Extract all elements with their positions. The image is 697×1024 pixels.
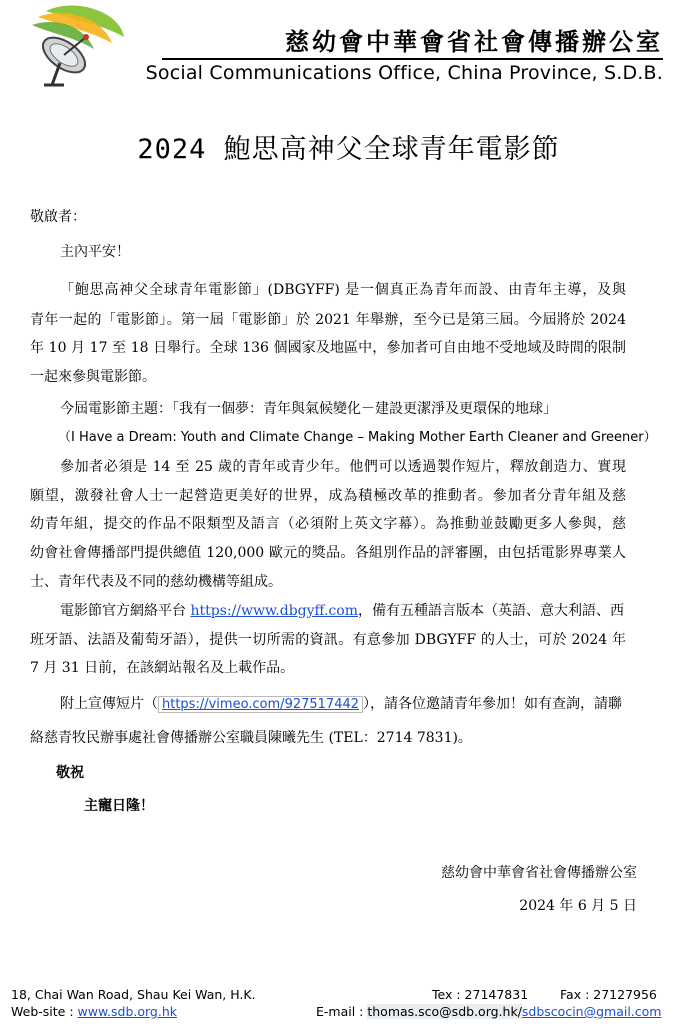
- text-span: 電影節官方網絡平台: [60, 603, 191, 619]
- email-label: E-mail :: [316, 1004, 368, 1019]
- dbgyff-link[interactable]: https://www.dbgyff.com: [190, 603, 358, 619]
- paragraph-line: 士、青年代表及不同的慈幼機構等組成。: [30, 574, 282, 590]
- paragraph-line: 「鮑思高神父全球青年電影節」(DBGYFF) 是一個真正為青年而設、由青年主導，及與: [60, 282, 626, 298]
- website-label: Web-site :: [11, 1004, 78, 1019]
- paragraph-line: 參加者必須是 14 至 25 歲的青年或青少年。他們可以透過製作短片，釋放創造力、實現: [60, 459, 626, 475]
- paragraph-line: 年 10 月 17 至 18 日舉行。全球 136 個國家及地區中，參加者可自由地不受地域及時間的限制: [30, 340, 626, 356]
- header-divider: [162, 58, 663, 60]
- vimeo-link[interactable]: https://vimeo.com/927517442: [158, 696, 363, 713]
- paragraph-line: 一起來參與電影節。: [30, 369, 156, 385]
- paragraph-line: 青年一起的「電影節」。第一屆「電影節」於 2021 年舉辦，至今已是第三屆。今屆將於 2024: [30, 312, 626, 328]
- text-span: 附上宣傳短片（: [60, 696, 158, 712]
- salutation: 敬啟者：: [30, 209, 86, 225]
- signature-date: 2024 年 6 月 5 日: [519, 898, 637, 914]
- theme-chinese: 今屆電影節主題：「我有一個夢：青年與氣候變化－建設更潔淨及更環保的地球」: [60, 401, 557, 417]
- footer-tel: Tex : 27147831: [432, 987, 529, 1002]
- closing-blessing: 主寵日隆！: [84, 798, 154, 814]
- footer-website: [11, 1004, 177, 1019]
- theme-english: （I Have a Dream: Youth and Climate Change – Making Mother Earth Cleaner and Greener）: [58, 430, 657, 445]
- paragraph-line: [60, 697, 622, 711]
- footer-address: 18, Chai Wan Road, Shau Kei Wan, H.K.: [11, 987, 256, 1002]
- greeting: 主內平安！: [60, 244, 130, 260]
- document-title: 2024 鮑思高神父全球青年電影節: [137, 134, 560, 165]
- paragraph-line: 願望，激發社會人士一起營造更美好的世界，成為積極改革的推動者。參加者分青年組及慈: [30, 488, 626, 504]
- satellite-dish-logo-icon: [24, 3, 130, 89]
- signature-org: 慈幼會中華會省社會傳播辦公室: [441, 865, 637, 881]
- footer-email: [316, 1004, 661, 1019]
- email-primary-text: thomas.sco@sdb.org.hk: [367, 1004, 518, 1019]
- paragraph-line: 幼會社會傳播部門提供總值 120,000 歐元的獎品。各組別作品的評審團，由包括電影界專業人: [30, 545, 626, 561]
- closing-wish: 敬祝: [56, 765, 84, 781]
- org-name-chinese: 慈幼會中華會省社會傳播辦公室: [285, 28, 663, 56]
- email-secondary-link[interactable]: sdbscocin@gmail.com: [521, 1004, 662, 1019]
- paragraph-line: [60, 604, 624, 618]
- paragraph-line: 班牙語、法語及葡萄牙語），提供一切所需的資訊。有意參加 DBGYFF 的人士，可於 2024 年: [30, 632, 626, 648]
- email-separator: /: [517, 1004, 522, 1019]
- paragraph-line: 幼青年組，提交的作品不限類型及語言（必須附上英文字幕）。為推動並鼓勵更多人參與，慈: [30, 516, 626, 532]
- paragraph-line: 7 月 31 日前，在該網站報名及上載作品。: [30, 660, 295, 676]
- footer-fax: Fax : 27127956: [560, 987, 657, 1002]
- text-span: ），請各位邀請青年參加！如有查詢，請聯: [363, 696, 623, 712]
- email-primary[interactable]: [367, 1004, 522, 1019]
- text-span: ，備有五種語言版本（英語、意大利語、西: [358, 603, 624, 619]
- website-link[interactable]: www.sdb.org.hk: [77, 1004, 177, 1019]
- paragraph-line: 絡慈青牧民辦事處社會傳播辦公室職員陳曦先生 (TEL：2714 7831)。: [30, 730, 472, 746]
- org-name-english: Social Communications Office, China Province, S.D.B.: [145, 62, 663, 84]
